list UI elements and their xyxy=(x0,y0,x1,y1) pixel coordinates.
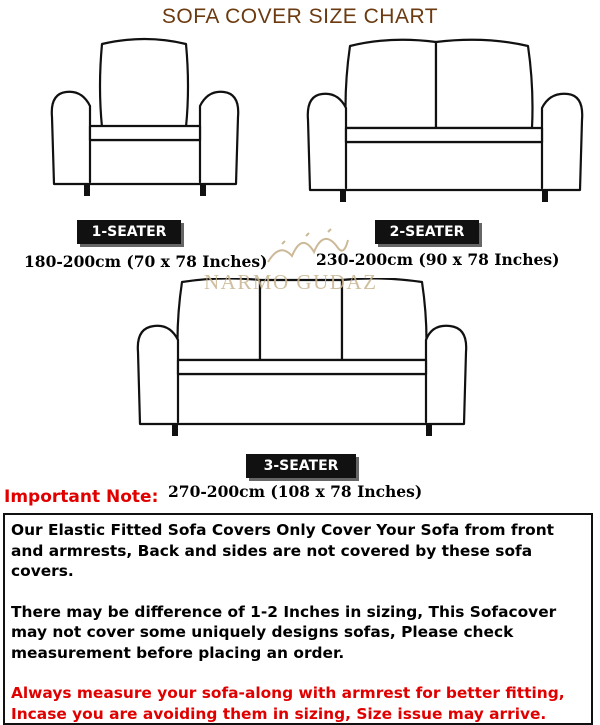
important-note-label: Important Note: xyxy=(4,487,159,507)
note-size-difference: There may be difference of 1-2 Inches in sizing, This Sofacover may not cover some uniquely designs sofas, Please check measurement before placing an order. xyxy=(11,602,557,662)
note-measure-warning: Always measure your sofa-along with armrest for better fitting, Incase you are avoiding them in sizing, Size issue may arrive. xyxy=(11,684,565,723)
important-note-box xyxy=(3,513,593,725)
three-seater-sofa-illustration xyxy=(130,278,475,438)
note-coverage: Our Elastic Fitted Sofa Covers Only Cover Your Sofa from front and armrests, Back and sides are not covered by these sofa covers. xyxy=(11,521,555,580)
two-seater-sofa-illustration xyxy=(300,32,590,207)
one-seater-size: 180-200cm (70 x 78 Inches) xyxy=(24,252,268,271)
chart-title: SOFA COVER SIZE CHART xyxy=(161,5,439,28)
three-seater-size: 270-200cm (108 x 78 Inches) xyxy=(168,482,423,501)
two-seater-size: 230-200cm (90 x 78 Inches) xyxy=(316,250,560,269)
watermark-text: NARMO GUDAZ xyxy=(204,270,378,294)
one-seater-sofa-illustration xyxy=(40,32,250,202)
one-seater-label: 1-SEATER xyxy=(77,220,181,244)
three-seater-label: 3-SEATER xyxy=(246,454,356,478)
two-seater-label: 2-SEATER xyxy=(375,220,479,244)
